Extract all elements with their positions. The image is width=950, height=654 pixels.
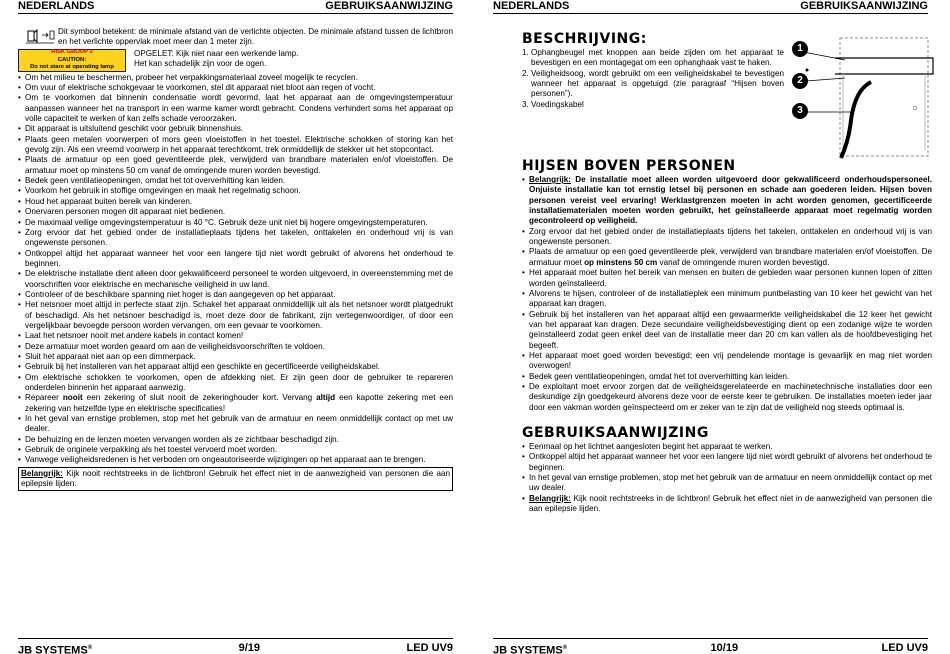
list-item: • Ontkoppel altijd het apparaat wanneer het voor een langere tijd niet wordt gebruikt of alvorens het onderhoud te beginnen. <box>522 452 932 473</box>
list-item: • Bedek geen ventilatieopeningen, omdat het tot oververhitting kan leiden. <box>18 176 453 186</box>
list-item: • Het apparaat moet buiten het bereik van mensen en buiten de gebieden waar personen kunnen lopen of zitten worden geïnstalleerd. <box>522 268 932 289</box>
callout-3: 3 <box>792 103 808 119</box>
footer-page-number: 9/19 <box>238 642 261 654</box>
list-item: • Sluit het apparaat niet aan op een dimmerpack. <box>18 352 453 362</box>
important-text: Kijk nooit rechtstreeks in de lichtbron! Gebruik het effect niet in de aanwezigheid van personen die aan epilepsie lijden. <box>21 468 450 489</box>
list-item: • De exploitant moet ervoor zorgen dat de veiligheidsgerelateerde en machinetechnische installaties door een deskundige zijn goedgekeurd alvorens deze voor de eerste keer te gebruiken. De installaties moeten ieder jaar door een vakman worden geïnspecteerd om er zeker van te zijn dat de veiligheid nog steeds optimaal is. <box>522 382 932 413</box>
list-item: • Houd het apparaat buiten bereik van kinderen. <box>18 197 453 207</box>
description-list <box>522 48 784 110</box>
list-item: • Plaats de armatuur op een goed geventileerde plek, verwijderd van brandbare materialen en/of vloeistoffen. De armatuur moet op minstens 50 cm vanaf de omringende muren worden bevestigd. <box>522 247 932 268</box>
list-item: • Zorg ervoor dat het gebied onder de installatieplaats tijdens het takelen, onttakelen en onderhoud vrij is van ongewenste personen. <box>522 227 932 248</box>
list-item: • Om vuur of elektrische schokgevaar te voorkomen, stel dit apparaat niet bloot aan regen of vocht. <box>18 83 453 93</box>
list-item: • Vanwege veiligheidsredenen is het verboden om ongeautoriseerde wijzigingen op het apparaat aan te brengen. <box>18 455 453 465</box>
manual-list <box>522 442 932 514</box>
risk-group-label: RISK GROUP 2 CAUTION: Do not stare at operating lamp <box>18 49 126 72</box>
footer-page-number: 10/19 <box>710 642 739 654</box>
important-label: Belangrijk: <box>21 468 63 478</box>
header-section: GEBRUIKSAANWIJZING <box>800 0 928 12</box>
list-item: • Ontkoppel altijd het apparaat wanneer het voor een langere tijd niet wordt gebruikt of alvorens het onderhoud te beginnen. <box>18 249 453 270</box>
list-item: • Bedek geen ventilatieopeningen, omdat het tot oververhitting kan leiden. <box>522 372 932 382</box>
hoisting-list <box>522 175 932 413</box>
callout-1: 1 <box>792 41 808 57</box>
header-language: NEDERLANDS <box>493 0 570 12</box>
list-item: • De elektrische installatie dient alleen door gekwalificeerd personeel te worden uitgevoerd, in overeenstemming met de voorschriften voor elektrische en mechanische veiligheid in uw land. <box>18 269 453 290</box>
important-notice-box <box>18 467 453 492</box>
list-item: • Plaats geen metalen voorwerpen of mors geen vloeistoffen in het toestel. Elektrische schokken of storing kan het gevolg zijn. Als een vreemd voorwerp in het apparaat terechtkomt, trek onmiddellijk de stekker uit het stopcontact. <box>18 135 453 156</box>
left-page-content <box>18 27 453 491</box>
left-page-footer <box>18 638 453 654</box>
safety-bullet-list <box>18 73 453 466</box>
list-item: 1. Ophangbeugel met knoppen aan beide zijden om het apparaat te bevestigen en een montagegat om een ophanghaak vast te haken. <box>522 48 784 68</box>
footer-model: LED UV9 <box>406 642 453 654</box>
right-page-footer <box>493 638 928 654</box>
list-item: • Gebruik bij het installeren van het apparaat altijd een gewaarmerkte veiligheidskabel die 12 keer het gewicht van het apparaat kan dragen. Deze secundaire veiligheidsbevestiging dient op een zodanige wijze te worden geïnstalleerd zodat geen enkel deel van de installatie meer dan 20 cm kan vallen als de hoofdbevestiging het begeeft. <box>522 310 932 351</box>
list-item: • Om het milieu te beschermen, probeer het verpakkingsmateriaal zoveel mogelijk te recyclen. <box>18 73 453 83</box>
list-item: • Om elektrische schokken te voorkomen, open de afdekking niet. Er zijn geen door de gebruiker te repareren onderdelen binnenin het apparaat aanwezig. <box>18 373 453 394</box>
list-item: 2. Veiligheidsoog, wordt gebruikt om een veiligheidskabel te bevestigen wanneer het apparaat is opgetuigd (zie paragraaf “Hijsen boven personen”). <box>522 68 784 99</box>
distance-symbol-text: Dit symbool betekent: de minimale afstand van de verlichte objecten. De minimale afstand tussen de lichtbron en het verlichte oppervlak moet meer dan 1 meter zijn. <box>58 27 453 47</box>
list-item-important: • Belangrijk: Kijk nooit rechtstreeks in de lichtbron! Gebruik het effect niet in de aanwezigheid van personen die aan epilepsie lijden. <box>522 494 932 515</box>
footer-brand: JB SYSTEMS® <box>18 644 93 654</box>
list-item: • Het netsnoer moet altijd in perfecte staat zijn. Schakel het apparaat onmiddellijk uit als het netsnoer wordt platgedrukt of beschadigd. Als het netsnoer beschadigd is, moet deze door de fabrikant, zijn vertegenwoordiger, of door een vergelijkbaar bevoegde persoon worden vervangen, om een gevaar te voorkomen. <box>18 300 453 331</box>
list-item-important: • Belangrijk: De installatie moet alleen worden uitgevoerd door gekwalificeerd onderhoudspersoneel. Onjuiste installatie kan tot ernstig letsel bij personen en schade aan goederen leiden. Hijsen boven personen vereist veel ervaring! Werklastgrenzen moeten in acht worden genomen, gecertificeerde installatiematerialen moeten worden gebruikt, het geïnstalleerde apparaat moet regelmatig worden gecontroleerd op veiligheid. <box>522 175 932 227</box>
description-title: BESCHRIJVING: <box>522 31 647 47</box>
list-item: • Voorkom het gebruik in stoffige omgevingen en maak het regelmatig schoon. <box>18 186 453 196</box>
list-item: • Deze armatuur moet worden geaard om aan de veiligheidsvoorschriften te voldoen. <box>18 342 453 352</box>
caution-text: OPGELET: Kijk niet naar een werkende lamp. Het kan schadelijk zijn voor de ogen. <box>134 48 299 69</box>
right-page-header <box>493 0 928 14</box>
caution-row <box>18 49 453 72</box>
list-item-fuse: • Repareer nooit een zekering of sluit nooit de zekeringhouder kort. Vervang altijd een kapotte zekering met een zekering van hetzelfde type en elektrische specificaties! <box>18 393 453 414</box>
footer-model: LED UV9 <box>881 642 928 654</box>
list-item: • Dit apparaat is uitsluitend geschikt voor gebruik binnenshuis. <box>18 124 453 134</box>
list-item: • Gebruik bij het installeren van het apparaat altijd een geschikte en gecertificeerde veiligheidskabel. <box>18 362 453 372</box>
distance-symbol-row <box>18 27 453 48</box>
list-item: • De maximaal veilige omgevingstemperatuur is 40 °C. Gebruik deze unit niet bij hogere omgevingstemperaturen. <box>18 218 453 228</box>
list-item: • Laat het netsnoer nooit met andere kabels in contact komen! <box>18 331 453 341</box>
list-item: • Controleer of de beschikbare spanning niet hoger is dan aangegeven op het apparaat. <box>18 290 453 300</box>
list-item: • Gebruik de originele verpakking als het toestel vervoerd moet worden. <box>18 445 453 455</box>
list-item: • Om te voorkomen dat binnenin condensatie wordt gevormd, laat het apparaat aan de omgevingstemperatuur aanpassen wanneer het na transport in een warme kamer wordt gebracht. Condens verhindert soms het apparaat op volle capaciteit te werken of kan zelfs schade veroorzaken. <box>18 93 453 124</box>
header-section: GEBRUIKSAANWIJZING <box>325 0 453 12</box>
list-item: • Plaats de armatuur op een goed geventileerde plek, verwijderd van brandbare materialen en/of vloeistoffen. De armatuur moet op minstens 50 cm vanaf de omringende muren worden bevestigd. <box>18 155 453 176</box>
list-item: • Eenmaal op het lichtnet aangesloten begint het apparaat te werken. <box>522 442 932 452</box>
hoisting-title: HIJSEN BOVEN PERSONEN <box>522 158 736 175</box>
description-section <box>522 31 784 110</box>
list-item: • In het geval van ernstige problemen, stop met het gebruik van de armatuur en neem onmiddellijk contact op met uw dealer. <box>522 473 932 494</box>
list-item: • Zorg ervoor dat het gebied onder de installatieplaats tijdens het takelen, onttakelen en onderhoud vrij is van ongewenste personen. <box>18 228 453 249</box>
manual-title: GEBRUIKSAANWIJZING <box>522 424 709 441</box>
header-language: NEDERLANDS <box>18 0 95 12</box>
list-item: • Onervaren personen mogen dit apparaat niet bedienen. <box>18 207 453 217</box>
list-item: • In het geval van ernstige problemen, stop met het gebruik van de armatuur en neem onmiddellijk contact op met uw dealer. <box>18 414 453 435</box>
footer-brand: JB SYSTEMS® <box>493 644 568 654</box>
left-page-header <box>18 0 453 14</box>
list-item: • De behuizing en de lenzen moeten vervangen worden als ze zichtbaar beschadigd zijn. <box>18 435 453 445</box>
list-item: 3. Voedingskabel <box>522 99 584 109</box>
callout-2: 2 <box>792 73 808 89</box>
list-item: • Het apparaat moet goed worden bevestigd; een vrij pendelende montage is gevaarlijk en mag niet worden overwogen! <box>522 351 932 372</box>
distance-symbol-icon <box>18 27 58 47</box>
list-item: • Alvorens te hijsen, controleer of de installatieplek een minimum puntbelasting van 10 keer het gewicht van het apparaat kan dragen. <box>522 289 932 310</box>
right-page-content <box>522 27 932 514</box>
